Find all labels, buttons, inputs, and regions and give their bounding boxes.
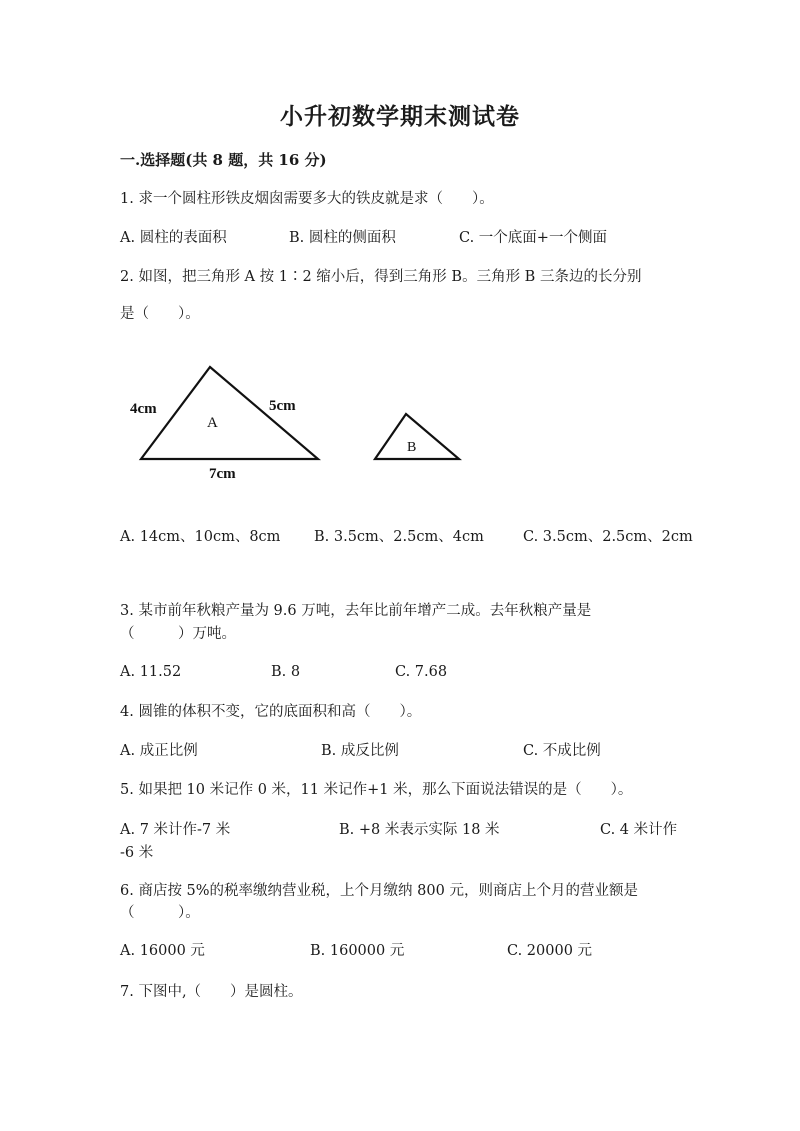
question-1-stem: 1. 求一个圆柱形铁皮烟囱需要多大的铁皮就是求（ ）。 <box>120 191 494 207</box>
question-5-option-b[interactable]: B. +8 米表示实际 18 米 <box>339 822 500 838</box>
question-4-option-c[interactable]: C. 不成比例 <box>523 743 601 759</box>
question-2-stem-line-2: 是（ ）。 <box>120 306 200 322</box>
question-6-stem-line-2: （ ）。 <box>120 905 200 921</box>
question-3-option-a[interactable]: A. 11.52 <box>120 664 182 680</box>
question-1-option-c[interactable]: C. 一个底面+一个侧面 <box>459 230 607 246</box>
question-6-stem-line-1: 6. 商店按 5%的税率缴纳营业税，上个月缴纳 800 元，则商店上个月的营业额是 <box>120 883 638 899</box>
question-4-stem: 4. 圆锥的体积不变，它的底面积和高（ ）。 <box>120 704 422 720</box>
question-7-stem: 7. 下图中,（ ）是圆柱。 <box>120 984 303 1000</box>
question-5-option-c[interactable]: C. 4 米计作 <box>600 822 678 838</box>
question-3-option-b[interactable]: B. 8 <box>271 664 301 680</box>
label-right-side: 5cm <box>269 398 296 414</box>
label-bottom-side: 7cm <box>209 466 236 482</box>
question-6-option-a[interactable]: A. 16000 元 <box>120 943 205 959</box>
triangles-figure <box>120 352 480 492</box>
label-left-side: 4cm <box>130 401 157 417</box>
triangle-b <box>375 414 459 459</box>
question-3-stem-line-2: （ ）万吨。 <box>120 626 236 642</box>
question-6-option-c[interactable]: C. 20000 元 <box>507 943 593 959</box>
question-6-option-b[interactable]: B. 160000 元 <box>310 943 405 959</box>
question-5-stem: 5. 如果把 10 米记作 0 米，11 米记作+1 米，那么下面说法错误的是（ ）。 <box>120 782 633 798</box>
question-1-option-b[interactable]: B. 圆柱的侧面积 <box>289 230 396 246</box>
question-2-stem-line-1: 2. 如图，把三角形 A 按 1∶2 缩小后，得到三角形 B。三角形 B 三条边的长分别 <box>120 269 642 285</box>
label-triangle-b: B <box>407 440 417 455</box>
question-2-option-c[interactable]: C. 3.5cm、2.5cm、2cm <box>523 529 693 545</box>
question-3-option-c[interactable]: C. 7.68 <box>395 664 448 680</box>
page-title: 小升初数学期末测试卷 <box>280 103 520 130</box>
label-triangle-a: A <box>207 415 218 431</box>
question-5-option-a[interactable]: A. 7 米计作-7 米 <box>120 822 231 838</box>
question-4-option-b[interactable]: B. 成反比例 <box>321 743 399 759</box>
question-2-option-a[interactable]: A. 14cm、10cm、8cm <box>120 529 281 545</box>
section-heading: 一.选择题(共 8 题，共 16 分) <box>120 151 327 169</box>
question-1-option-a[interactable]: A. 圆柱的表面积 <box>120 230 227 246</box>
question-2-option-b[interactable]: B. 3.5cm、2.5cm、4cm <box>314 529 484 545</box>
question-3-stem-line-1: 3. 某市前年秋粮产量为 9.6 万吨，去年比前年增产二成。去年秋粮产量是 <box>120 603 592 619</box>
question-4-option-a[interactable]: A. 成正比例 <box>120 743 198 759</box>
question-5-option-c-continued: -6 米 <box>120 845 154 861</box>
